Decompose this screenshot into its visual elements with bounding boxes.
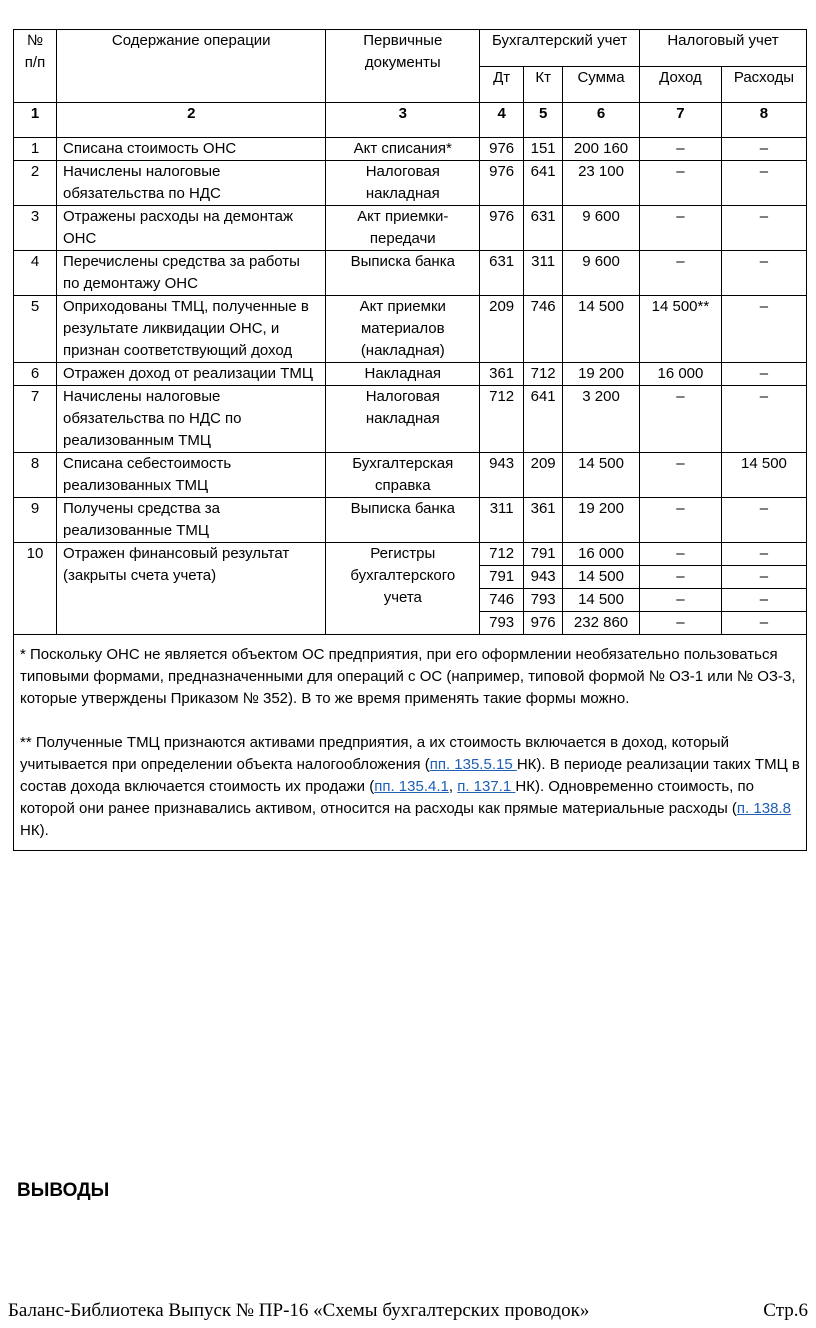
header-no: № п/п: [14, 30, 57, 103]
row-no: 4: [14, 251, 57, 296]
header-content: Содержание операции: [57, 30, 326, 103]
header-sum: Сумма: [563, 67, 640, 103]
col-number: 3: [326, 103, 480, 138]
row-document: Регистры бухгалтерского учета: [326, 543, 480, 635]
row-sum: 19 200: [563, 363, 640, 386]
link-pp-135-5-15[interactable]: пп. 135.5.15: [429, 756, 517, 773]
row-document: Налоговая накладная: [326, 161, 480, 206]
row-expense: –: [721, 138, 806, 161]
row-income: –: [639, 206, 721, 251]
row-income: –: [639, 138, 721, 161]
row-document: Акт приемки-передачи: [326, 206, 480, 251]
row-expense: –: [721, 589, 806, 612]
col-number: 5: [524, 103, 563, 138]
table-row: [14, 453, 807, 498]
row-income: –: [639, 251, 721, 296]
row-document: Акт списания*: [326, 138, 480, 161]
row-sum: 23 100: [563, 161, 640, 206]
table-row: [14, 161, 807, 206]
table-row: [14, 543, 807, 566]
row-income: –: [639, 589, 721, 612]
link-p-138-8[interactable]: п. 138.8: [736, 800, 791, 817]
row-kt: 641: [524, 161, 563, 206]
row-dt: 631: [480, 251, 524, 296]
row-operation: Списана себестоимость реализованных ТМЦ: [57, 453, 326, 498]
row-kt: 976: [524, 612, 563, 635]
header-docs: Первичные документы: [326, 30, 480, 103]
table-row: [14, 296, 807, 363]
row-operation: Отражены расходы на демонтаж ОНС: [57, 206, 326, 251]
row-expense: –: [721, 296, 806, 363]
row-expense: –: [721, 612, 806, 635]
row-sum: 14 500: [563, 296, 640, 363]
row-expense: –: [721, 251, 806, 296]
row-dt: 746: [480, 589, 524, 612]
row-dt: 943: [480, 453, 524, 498]
col-number: 4: [480, 103, 524, 138]
row-expense: –: [721, 363, 806, 386]
row-kt: 791: [524, 543, 563, 566]
row-income: –: [639, 612, 721, 635]
row-income: –: [639, 566, 721, 589]
row-income: 14 500**: [639, 296, 721, 363]
row-document: Налоговая накладная: [326, 386, 480, 453]
row-dt: 976: [480, 138, 524, 161]
col-number: 7: [639, 103, 721, 138]
row-dt: 209: [480, 296, 524, 363]
row-no: 2: [14, 161, 57, 206]
row-sum: 14 500: [563, 566, 640, 589]
header-income: Доход: [639, 67, 721, 103]
row-operation: Отражен доход от реализации ТМЦ: [57, 363, 326, 386]
row-expense: –: [721, 543, 806, 566]
row-dt: 976: [480, 161, 524, 206]
link-p-137-1[interactable]: п. 137.1: [457, 778, 516, 795]
header-kt: Кт: [524, 67, 563, 103]
row-dt: 793: [480, 612, 524, 635]
row-sum: 3 200: [563, 386, 640, 453]
row-expense: –: [721, 566, 806, 589]
col-number: 8: [721, 103, 806, 138]
row-income: 16 000: [639, 363, 721, 386]
row-sum: 9 600: [563, 206, 640, 251]
row-kt: 209: [524, 453, 563, 498]
row-kt: 641: [524, 386, 563, 453]
row-no: 8: [14, 453, 57, 498]
row-kt: 943: [524, 566, 563, 589]
row-dt: 712: [480, 543, 524, 566]
row-kt: 746: [524, 296, 563, 363]
row-document: Накладная: [326, 363, 480, 386]
row-income: –: [639, 161, 721, 206]
row-kt: 361: [524, 498, 563, 543]
row-kt: 311: [524, 251, 563, 296]
footnotes: [14, 635, 807, 851]
table-row: [14, 138, 807, 161]
row-income: –: [639, 453, 721, 498]
row-document: Акт приемки материалов (накладная): [326, 296, 480, 363]
row-operation: Получены средства за реализованные ТМЦ: [57, 498, 326, 543]
row-document: Бухгалтерская справка: [326, 453, 480, 498]
footer-title: Баланс-Библиотека Выпуск № ПР-16 «Схемы бухгалтерских проводок»: [8, 1300, 590, 1321]
row-sum: 14 500: [563, 589, 640, 612]
row-sum: 19 200: [563, 498, 640, 543]
row-kt: 712: [524, 363, 563, 386]
row-dt: 361: [480, 363, 524, 386]
col-number: 1: [14, 103, 57, 138]
footnote-2: ** Полученные ТМЦ признаются активами предприятия, а их стоимость включается в доход, который учитывается при определении объекта налогообложения (пп. 135.5.15 НК). В периоде реализации таких ТМЦ в состав дохода включается стоимость их продажи (пп. 135.4.1, п. 137.1 НК). Одновременно стоимость, по которой они ранее признавались активом, относится на расходы как прямые материальные расходы (п. 138.8 НК).: [20, 734, 800, 839]
row-dt: 791: [480, 566, 524, 589]
row-income: –: [639, 498, 721, 543]
row-kt: 151: [524, 138, 563, 161]
row-income: –: [639, 386, 721, 453]
link-pp-135-4-1[interactable]: пп. 135.4.1: [374, 778, 449, 795]
row-kt: 793: [524, 589, 563, 612]
row-no: 5: [14, 296, 57, 363]
header-accounting: Бухгалтерский учет: [480, 30, 640, 67]
row-dt: 712: [480, 386, 524, 453]
row-operation: Списана стоимость ОНС: [57, 138, 326, 161]
row-no: 1: [14, 138, 57, 161]
column-numbers-row: [14, 103, 807, 138]
row-sum: 14 500: [563, 453, 640, 498]
row-no: 9: [14, 498, 57, 543]
row-expense: 14 500: [721, 453, 806, 498]
row-operation: Перечислены средства за работы по демонтажу ОНС: [57, 251, 326, 296]
row-expense: –: [721, 206, 806, 251]
row-operation: Отражен финансовый результат (закрыты счета учета): [57, 543, 326, 635]
row-operation: Начислены налоговые обязательства по НДС: [57, 161, 326, 206]
row-operation: Оприходованы ТМЦ, полученные в результате ликвидации ОНС, и признан соответствующий доход: [57, 296, 326, 363]
row-no: 7: [14, 386, 57, 453]
table-row: [14, 498, 807, 543]
postings-table: [13, 29, 807, 851]
row-no: 10: [14, 543, 57, 635]
row-sum: 9 600: [563, 251, 640, 296]
row-dt: 311: [480, 498, 524, 543]
header-tax: Налоговый учет: [639, 30, 806, 67]
table-row: [14, 206, 807, 251]
row-sum: 232 860: [563, 612, 640, 635]
row-expense: –: [721, 498, 806, 543]
col-number: 6: [563, 103, 640, 138]
header-expense: Расходы: [721, 67, 806, 103]
row-sum: 16 000: [563, 543, 640, 566]
header-dt: Дт: [480, 67, 524, 103]
row-sum: 200 160: [563, 138, 640, 161]
table-row: [14, 363, 807, 386]
col-number: 2: [57, 103, 326, 138]
row-expense: –: [721, 386, 806, 453]
row-document: Выписка банка: [326, 251, 480, 296]
table-row: [14, 386, 807, 453]
footnote-1: * Поскольку ОНС не является объектом ОС предприятия, при его оформлении необязательно пользоваться типовыми формами, предназначенными для операций с ОС (например, типовой формой № ОЗ-1 или № ОЗ-3, которые утверждены Приказом № 352). В то же время применять такие формы можно.: [20, 646, 796, 707]
conclusions-heading: ВЫВОДЫ: [17, 1180, 110, 1201]
row-no: 3: [14, 206, 57, 251]
row-document: Выписка банка: [326, 498, 480, 543]
table-row: [14, 251, 807, 296]
row-no: 6: [14, 363, 57, 386]
row-expense: –: [721, 161, 806, 206]
row-dt: 976: [480, 206, 524, 251]
page-number: Стр.6: [763, 1300, 808, 1321]
row-kt: 631: [524, 206, 563, 251]
row-income: –: [639, 543, 721, 566]
row-operation: Начислены налоговые обязательства по НДС по реализованным ТМЦ: [57, 386, 326, 453]
